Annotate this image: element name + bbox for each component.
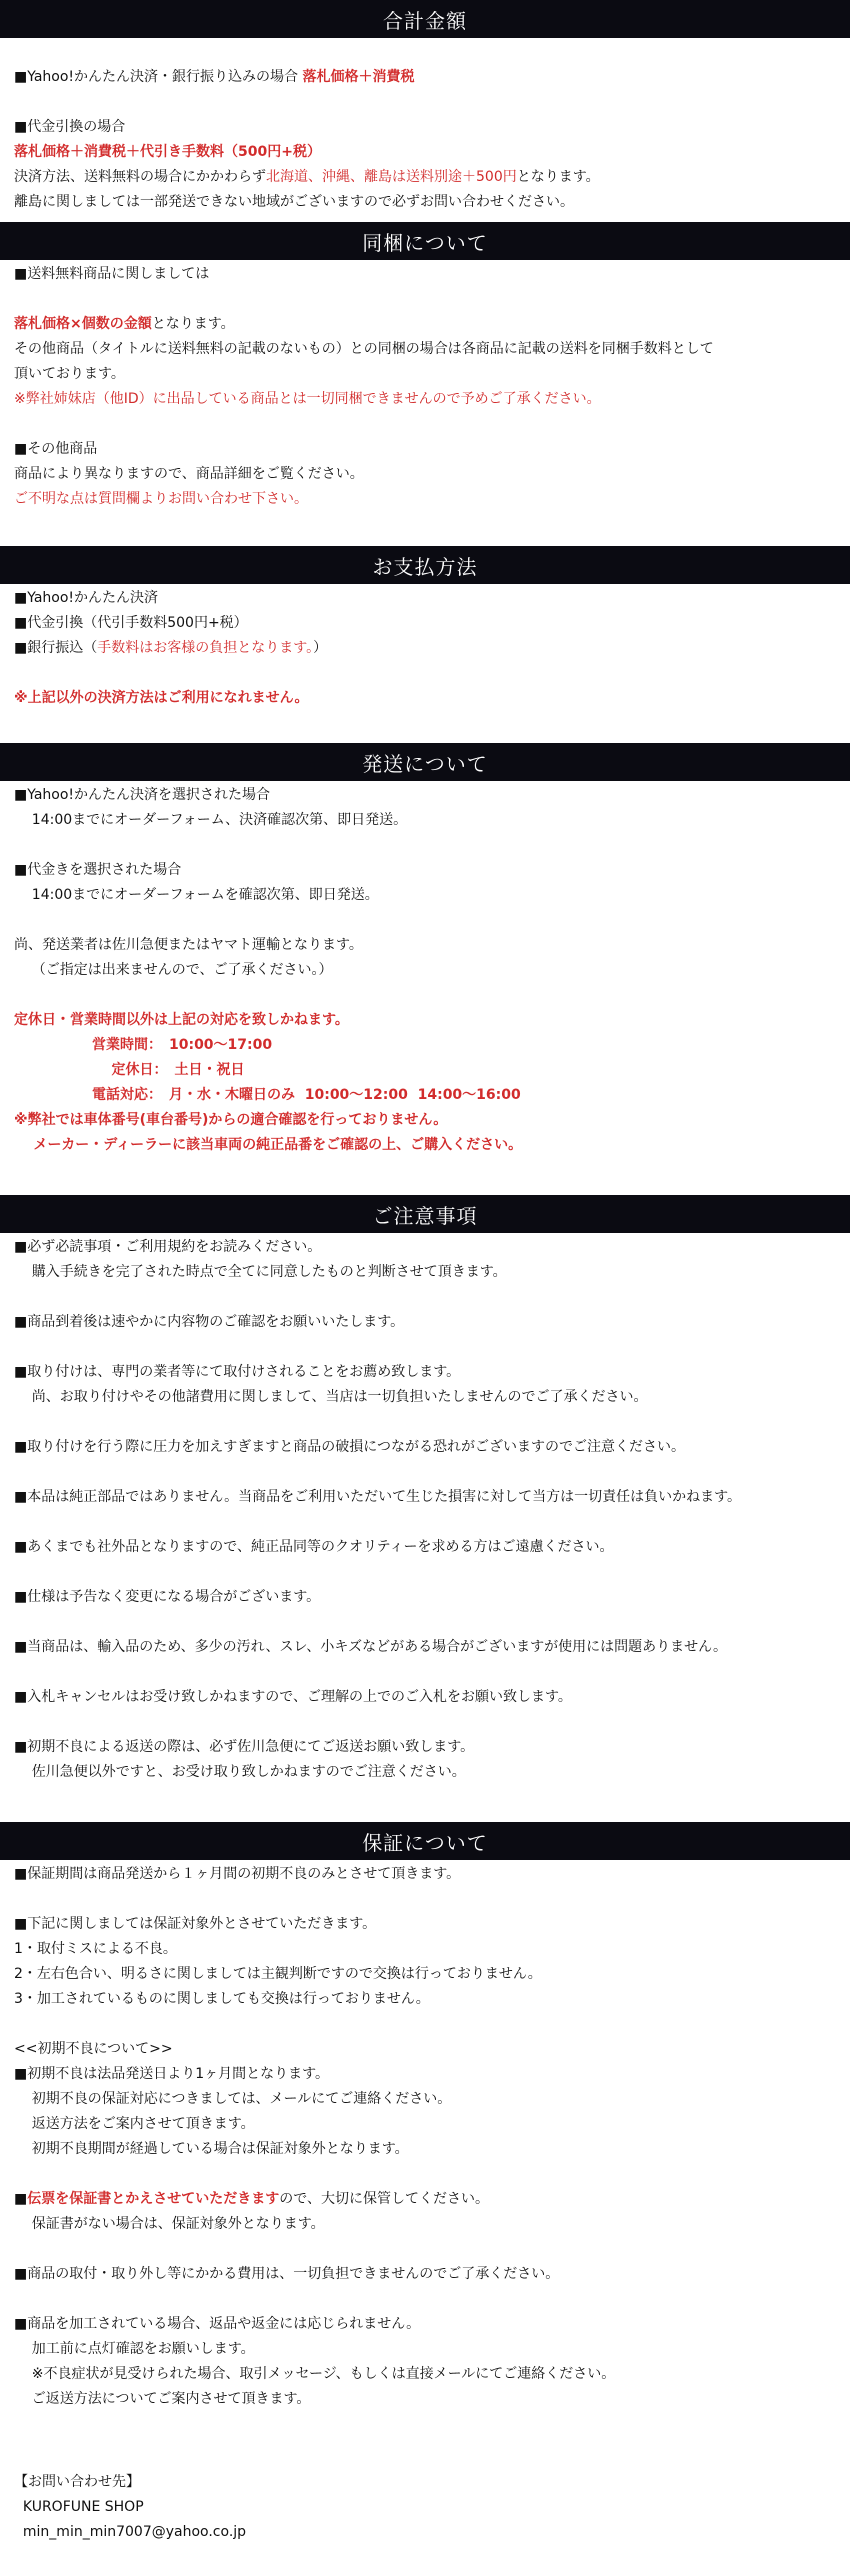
blank-line (14, 2237, 836, 2262)
blank-line (14, 908, 836, 933)
text-line (14, 2387, 836, 2412)
section-header: ご注意事項 (0, 1195, 850, 1233)
blank-line (14, 90, 836, 115)
text-line (14, 1535, 836, 1560)
blank-line (14, 1460, 836, 1485)
text-segment: ■当商品は、輸入品のため、多少の汚れ、スレ、小キズなどがある場合がございますが使用には問題ありません。 (14, 1639, 727, 1655)
text-segment: ■ (14, 2191, 28, 2207)
text-line (14, 165, 836, 190)
section-header: 発送について (0, 743, 850, 781)
text-segment: ■初期不良は法品発送日より1ヶ月間となります。 (14, 2066, 330, 2082)
text-segment: ご返送方法についてご案内させて頂きます。 (14, 2391, 311, 2407)
text-segment: 落札価格＋消費税＋代引き手数料（500円+税） (14, 144, 321, 160)
text-segment: ※弊社では車体番号(車台番号)からの適合確認を行っておりません。 (14, 1112, 448, 1128)
text-line (14, 337, 836, 362)
text-line (14, 2037, 836, 2062)
blank-line (14, 1285, 836, 1310)
text-line (14, 611, 836, 636)
text-segment: ■Yahoo!かんたん決済・銀行振り込みの場合 (14, 69, 303, 85)
text-segment: 離島に関しましては一部発送できない地域がございますので必ずお問い合わせください。 (14, 194, 574, 210)
blank-line (14, 412, 836, 437)
blank-line (14, 661, 836, 686)
text-segment: ■Yahoo!かんたん決済 (14, 590, 159, 606)
text-segment: ※弊社姉妹店（他ID）に出品している商品とは一切同梱できませんので予めご了承ください。 (14, 391, 601, 407)
text-line (14, 65, 836, 90)
text-line (14, 2137, 836, 2162)
text-line (14, 487, 836, 512)
section-body (0, 584, 850, 711)
text-segment: 営業時間： 10:00～17:00 (14, 1037, 273, 1053)
text-segment: ■取り付けを行う際に圧力を加えすぎますと商品の破損につながる恐れがございますのでご注意ください。 (14, 1439, 685, 1455)
text-segment: ■あくまでも社外品となりますので、純正品同等のクオリティーを求める方はご遠慮ください。 (14, 1539, 614, 1555)
section-header: 保証について (0, 1822, 850, 1860)
blank-line (14, 1660, 836, 1685)
text-line (14, 686, 836, 711)
text-segment: 3・加工されているものに関しましても交換は行っておりません。 (14, 1991, 430, 2007)
text-segment: ■初期不良による返送の際は、必ず佐川急便にてご返送お願い致します。 (14, 1739, 475, 1755)
text-segment: 購入手続きを完了された時点で全てに同意したものと判断させて頂きます。 (14, 1264, 507, 1280)
blank-line (14, 40, 836, 65)
text-segment: ので、大切に保管してください。 (279, 2191, 489, 2207)
text-line (14, 115, 836, 140)
text-segment: 伝票を保証書とかえさせていただきます (27, 2191, 280, 2207)
text-segment: ■保証期間は商品発送から１ヶ月間の初期不良のみとさせて頂きます。 (14, 1866, 461, 1882)
text-segment: <<初期不良について>> (14, 2041, 173, 2057)
text-line (14, 1685, 836, 1710)
text-line (14, 1435, 836, 1460)
text-line (14, 1360, 836, 1385)
text-line (14, 883, 836, 908)
text-line (14, 1485, 836, 1510)
text-segment: 14:00までにオーダーフォーム、決済確認次第、即日発送。 (14, 812, 408, 828)
text-segment: 商品により異なりますので、商品詳細をご覧ください。 (14, 466, 364, 482)
text-line (14, 586, 836, 611)
text-segment: ■その他商品 (14, 441, 98, 457)
text-segment: 尚、発送業者は佐川急便またはヤマト運輸となります。 (14, 937, 363, 953)
text-segment: ■代金引換の場合 (14, 119, 126, 135)
blank-line (14, 1410, 836, 1435)
text-line (14, 1235, 836, 1260)
text-line (14, 1862, 836, 1887)
section-body (0, 38, 850, 215)
text-line (14, 262, 836, 287)
text-segment: ■銀行振込（ (14, 640, 98, 656)
text-segment: 加工前に点灯確認をお願いします。 (14, 2341, 255, 2357)
text-segment: ご不明な点は質問欄よりお問い合わせ下さい。 (14, 491, 308, 507)
text-line (14, 958, 836, 983)
text-segment: ■下記に関しましては保証対象外とさせていただきます。 (14, 1916, 377, 1932)
section-2 (0, 546, 850, 711)
section-body (0, 260, 850, 512)
contact-block (0, 2470, 850, 2545)
text-line (14, 387, 836, 412)
blank-line (14, 1560, 836, 1585)
text-line (14, 1108, 836, 1133)
text-line (14, 1585, 836, 1610)
text-line (14, 1310, 836, 1335)
text-segment: その他商品（タイトルに送料無料の記載のないもの）との同梱の場合は各商品に記載の送料を同梱手数料として (14, 341, 714, 357)
blank-line (14, 1510, 836, 1535)
text-line (14, 362, 836, 387)
contact-shop-name: KUROFUNE SHOP (14, 2499, 144, 2515)
blank-line (14, 1335, 836, 1360)
text-segment: 初期不良の保証対応につきましては、メールにてご連絡ください。 (14, 2091, 452, 2107)
contact-heading: 【お問い合わせ先】 (14, 2474, 140, 2490)
blank-line (14, 1610, 836, 1635)
text-segment: 2・左右色合い、明るさに関しましては主観判断ですので交換は行っておりません。 (14, 1966, 542, 1982)
text-segment: ■代金引換（代引手数料500円+税） (14, 615, 248, 631)
text-segment: 保証書がない場合は、保証対象外となります。 (14, 2216, 325, 2232)
text-segment: 14:00までにオーダーフォームを確認次第、即日発送。 (14, 887, 379, 903)
text-segment: 返送方法をご案内させて頂きます。 (14, 2116, 255, 2132)
text-segment: 電話対応： 月・水・木曜日のみ 10:00～12:00 14:00～16:00 (14, 1087, 521, 1103)
section-header: お支払方法 (0, 546, 850, 584)
text-segment: 初期不良期間が経過している場合は保証対象外となります。 (14, 2141, 409, 2157)
text-line (14, 312, 836, 337)
text-segment: 北海道、沖縄、離島は送料別途＋500円 (266, 169, 517, 185)
text-line (14, 1083, 836, 1108)
text-segment: 落札価格×個数の金額 (14, 316, 152, 332)
text-line (14, 1760, 836, 1785)
text-segment: ■商品の取付・取り外し等にかかる費用は、一切負担できませんのでご了承ください。 (14, 2266, 560, 2282)
text-line (14, 190, 836, 215)
section-body (0, 1233, 850, 1785)
text-segment: 頂いております。 (14, 366, 125, 382)
text-line (14, 933, 836, 958)
text-segment: ■本品は純正部品ではありません。当商品をご利用いただいて生じた損害に対して当方は一切責任は負いかねます。 (14, 1489, 741, 1505)
text-segment: ※不良症状が見受けられた場合、取引メッセージ、もしくは直接メールにてご連絡ください。 (14, 2366, 616, 2382)
text-segment: ■取り付けは、専門の業者等にて取付けされることをお薦め致します。 (14, 1364, 461, 1380)
text-line (14, 1260, 836, 1285)
text-segment: となります。 (516, 169, 600, 185)
text-line (14, 462, 836, 487)
text-segment: 1・取付ミスによる不良。 (14, 1941, 177, 1957)
text-line (14, 2187, 836, 2212)
text-segment: ■送料無料商品に関しましては (14, 266, 210, 282)
text-segment: 決済方法、送料無料の場合にかかわらず (14, 169, 266, 185)
text-segment: ※上記以外の決済方法はご利用になれません。 (14, 690, 309, 706)
text-line (14, 437, 836, 462)
text-segment: ■仕様は予告なく変更になる場合がございます。 (14, 1589, 321, 1605)
text-line (14, 2062, 836, 2087)
text-line (14, 1033, 836, 1058)
text-line (14, 1385, 836, 1410)
contact-email[interactable]: min_min_min7007@yahoo.co.jp (14, 2524, 247, 2540)
text-line (14, 636, 836, 661)
blank-line (14, 1710, 836, 1735)
text-line (14, 1635, 836, 1660)
text-line (14, 2112, 836, 2137)
text-segment: ■必ず必読事項・ご利用規約をお読みください。 (14, 1239, 322, 1255)
blank-line (14, 833, 836, 858)
text-line (14, 1058, 836, 1083)
text-segment: 落札価格＋消費税 (302, 69, 415, 85)
section-header: 同梱について (0, 222, 850, 260)
text-line (14, 2362, 836, 2387)
text-segment: 手数料はお客様の負担となります。 (97, 640, 314, 656)
text-line (14, 2312, 836, 2337)
section-5 (0, 1822, 850, 2412)
section-0 (0, 0, 850, 215)
text-line (14, 2337, 836, 2362)
text-line (14, 783, 836, 808)
blank-line (14, 2287, 836, 2312)
text-segment: 定休日： 土日・祝日 (14, 1062, 245, 1078)
text-line (14, 1987, 836, 2012)
text-segment: 佐川急便以外ですと、お受け取り致しかねますのでご注意ください。 (14, 1764, 466, 1780)
text-segment: ■Yahoo!かんたん決済を選択された場合 (14, 787, 271, 803)
section-header: 合計金額 (0, 0, 850, 38)
text-segment: ■商品到着後は速やかに内容物のご確認をお願いいたします。 (14, 1314, 405, 1330)
text-line (14, 1008, 836, 1033)
section-4 (0, 1195, 850, 1785)
blank-line (14, 1887, 836, 1912)
text-line (14, 1962, 836, 1987)
text-segment: ■代金きを選択された場合 (14, 862, 182, 878)
section-3 (0, 743, 850, 1158)
blank-line (14, 287, 836, 312)
text-segment: （ご指定は出来ませんので、ご了承ください。） (14, 962, 333, 978)
text-segment: ■商品を加工されている場合、返品や返金には応じられません。 (14, 2316, 421, 2332)
text-line (14, 1133, 836, 1158)
text-line (14, 2212, 836, 2237)
text-segment: ■入札キャンセルはお受け致しかねますので、ご理解の上でのご入札をお願い致します。 (14, 1689, 572, 1705)
text-segment: ） (313, 640, 328, 656)
blank-line (14, 2012, 836, 2037)
text-line (14, 140, 836, 165)
text-segment: メーカー・ディーラーに該当車両の純正品番をご確認の上、ご購入ください。 (14, 1137, 523, 1153)
text-line (14, 858, 836, 883)
section-1 (0, 222, 850, 512)
blank-line (14, 2162, 836, 2187)
text-line (14, 1937, 836, 1962)
text-line (14, 1735, 836, 1760)
blank-line (14, 983, 836, 1008)
text-line (14, 1912, 836, 1937)
section-body (0, 781, 850, 1158)
section-body (0, 1860, 850, 2412)
text-line (14, 808, 836, 833)
text-segment: 尚、お取り付けやその他諸費用に関しまして、当店は一切負担いたしませんのでご了承ください。 (14, 1389, 648, 1405)
text-line (14, 2087, 836, 2112)
text-segment: となります。 (151, 316, 235, 332)
text-segment: 定休日・営業時間以外は上記の対応を致しかねます。 (14, 1012, 349, 1028)
text-line (14, 2262, 836, 2287)
